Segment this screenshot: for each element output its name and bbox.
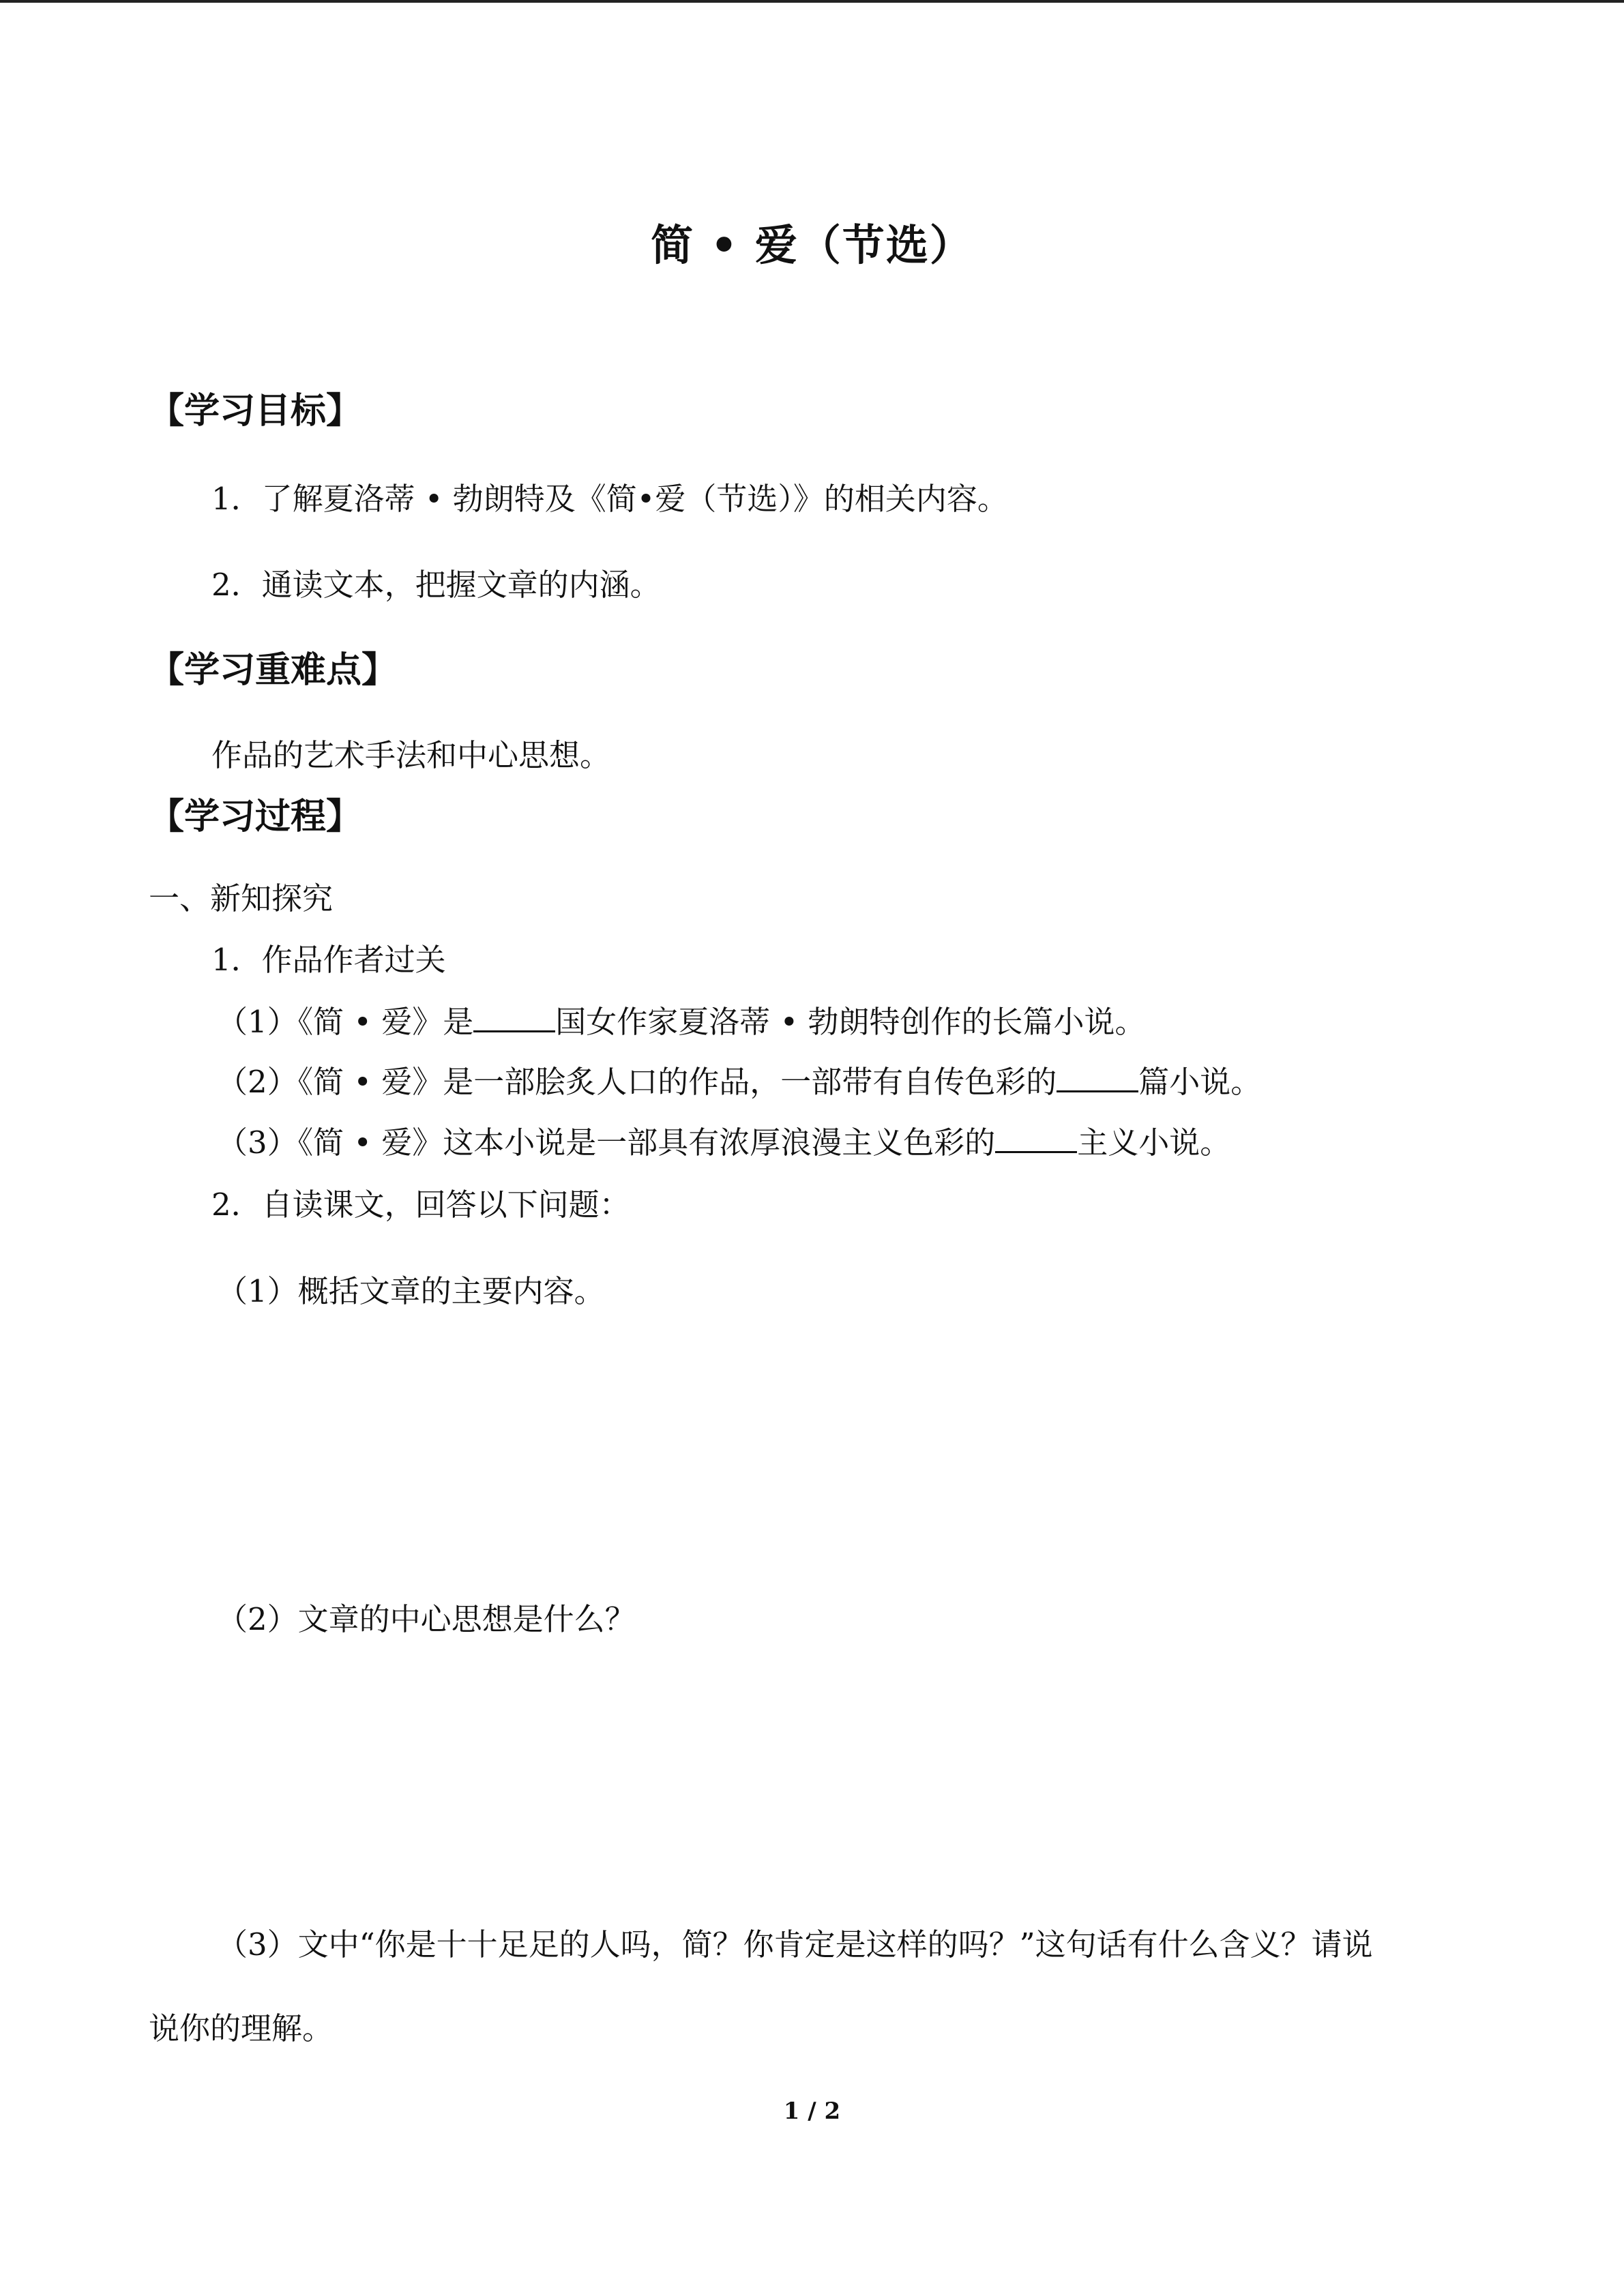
question-2-item-3-line-2: 说你的理解。 <box>149 2010 334 2046</box>
fill-blank-item-1 <box>217 1000 1145 1043</box>
key-points-text: 作品的艺术手法和中心思想。 <box>211 737 611 773</box>
question-1-title: 1．作品作者过关 <box>211 942 446 978</box>
objective-item-1: 1．了解夏洛蒂 • 勃朗特及《简•爱（节选）》的相关内容。 <box>211 481 1008 517</box>
answer-blank[interactable] <box>473 1000 555 1032</box>
fill-blank-text-before: （3）《简 • 爱》这本小说是一部具有浓厚浪漫主义色彩的 <box>217 1124 996 1161</box>
page-number: 1 / 2 <box>783 2098 841 2125</box>
question-2-item-3-line-1: （3）文中“你是十十足足的人吗，简？你肯定是这样的吗？”这句话有什么含义？请说 <box>217 1926 1373 1963</box>
question-2-item-1: （1）概括文章的主要内容。 <box>217 1273 605 1309</box>
document-title: 简 • 爱（节选） <box>651 220 973 270</box>
objective-item-2: 2．通读文本，把握文章的内涵。 <box>211 567 661 603</box>
fill-blank-item-2 <box>217 1060 1261 1103</box>
section-heading-process: 【学习过程】 <box>149 796 362 837</box>
answer-blank[interactable] <box>1057 1060 1138 1092</box>
fill-blank-item-3 <box>217 1121 1230 1163</box>
question-2-title: 2．自读课文，回答以下问题： <box>211 1187 630 1223</box>
part-title: 一、新知探究 <box>149 880 334 916</box>
fill-blank-text-after: 篇小说。 <box>1138 1064 1262 1100</box>
question-2-item-2: （2）文章的中心思想是什么？ <box>217 1601 636 1637</box>
fill-blank-text-before: （1）《简 • 爱》是 <box>217 1004 474 1040</box>
answer-blank[interactable] <box>995 1121 1077 1153</box>
section-heading-objectives: 【学习目标】 <box>149 391 362 432</box>
fill-blank-text-after: 主义小说。 <box>1077 1124 1231 1161</box>
top-border <box>0 0 1624 3</box>
section-heading-key-points: 【学习重难点】 <box>149 650 398 691</box>
fill-blank-text-after: 国女作家夏洛蒂 • 勃朗特创作的长篇小说。 <box>555 1004 1146 1040</box>
fill-blank-text-before: （2）《简 • 爱》是一部脍炙人口的作品，一部带有自传色彩的 <box>217 1064 1057 1100</box>
